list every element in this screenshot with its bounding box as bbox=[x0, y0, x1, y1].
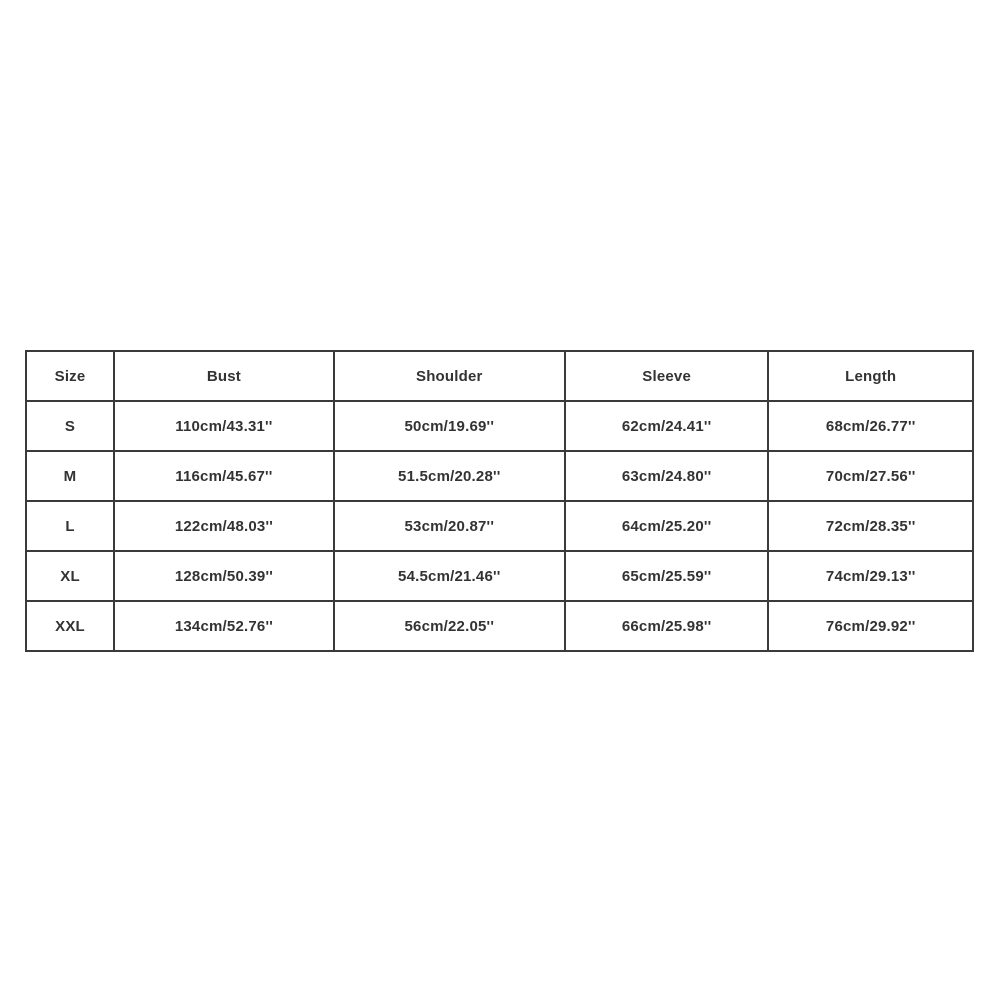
cell-shoulder: 56cm/22.05'' bbox=[334, 601, 565, 651]
cell-size: XL bbox=[26, 551, 114, 601]
cell-shoulder: 53cm/20.87'' bbox=[334, 501, 565, 551]
cell-bust: 134cm/52.76'' bbox=[114, 601, 334, 651]
cell-length: 70cm/27.56'' bbox=[768, 451, 973, 501]
cell-size: XXL bbox=[26, 601, 114, 651]
cell-length: 74cm/29.13'' bbox=[768, 551, 973, 601]
header-size: Size bbox=[26, 351, 114, 401]
cell-length: 68cm/26.77'' bbox=[768, 401, 973, 451]
cell-sleeve: 66cm/25.98'' bbox=[565, 601, 769, 651]
header-shoulder: Shoulder bbox=[334, 351, 565, 401]
cell-bust: 116cm/45.67'' bbox=[114, 451, 334, 501]
header-row bbox=[26, 351, 973, 401]
cell-length: 72cm/28.35'' bbox=[768, 501, 973, 551]
cell-sleeve: 65cm/25.59'' bbox=[565, 551, 769, 601]
cell-sleeve: 62cm/24.41'' bbox=[565, 401, 769, 451]
header-bust: Bust bbox=[114, 351, 334, 401]
cell-shoulder: 54.5cm/21.46'' bbox=[334, 551, 565, 601]
table-row-s bbox=[26, 401, 973, 451]
header-length: Length bbox=[768, 351, 973, 401]
cell-size: S bbox=[26, 401, 114, 451]
cell-bust: 122cm/48.03'' bbox=[114, 501, 334, 551]
table-row-xxl bbox=[26, 601, 973, 651]
cell-sleeve: 64cm/25.20'' bbox=[565, 501, 769, 551]
cell-bust: 128cm/50.39'' bbox=[114, 551, 334, 601]
cell-size: L bbox=[26, 501, 114, 551]
table-row-xl bbox=[26, 551, 973, 601]
cell-sleeve: 63cm/24.80'' bbox=[565, 451, 769, 501]
size-chart-table bbox=[25, 350, 974, 652]
table-row-m bbox=[26, 451, 973, 501]
cell-size: M bbox=[26, 451, 114, 501]
cell-shoulder: 51.5cm/20.28'' bbox=[334, 451, 565, 501]
cell-length: 76cm/29.92'' bbox=[768, 601, 973, 651]
cell-shoulder: 50cm/19.69'' bbox=[334, 401, 565, 451]
cell-bust: 110cm/43.31'' bbox=[114, 401, 334, 451]
table-row-l bbox=[26, 501, 973, 551]
header-sleeve: Sleeve bbox=[565, 351, 769, 401]
